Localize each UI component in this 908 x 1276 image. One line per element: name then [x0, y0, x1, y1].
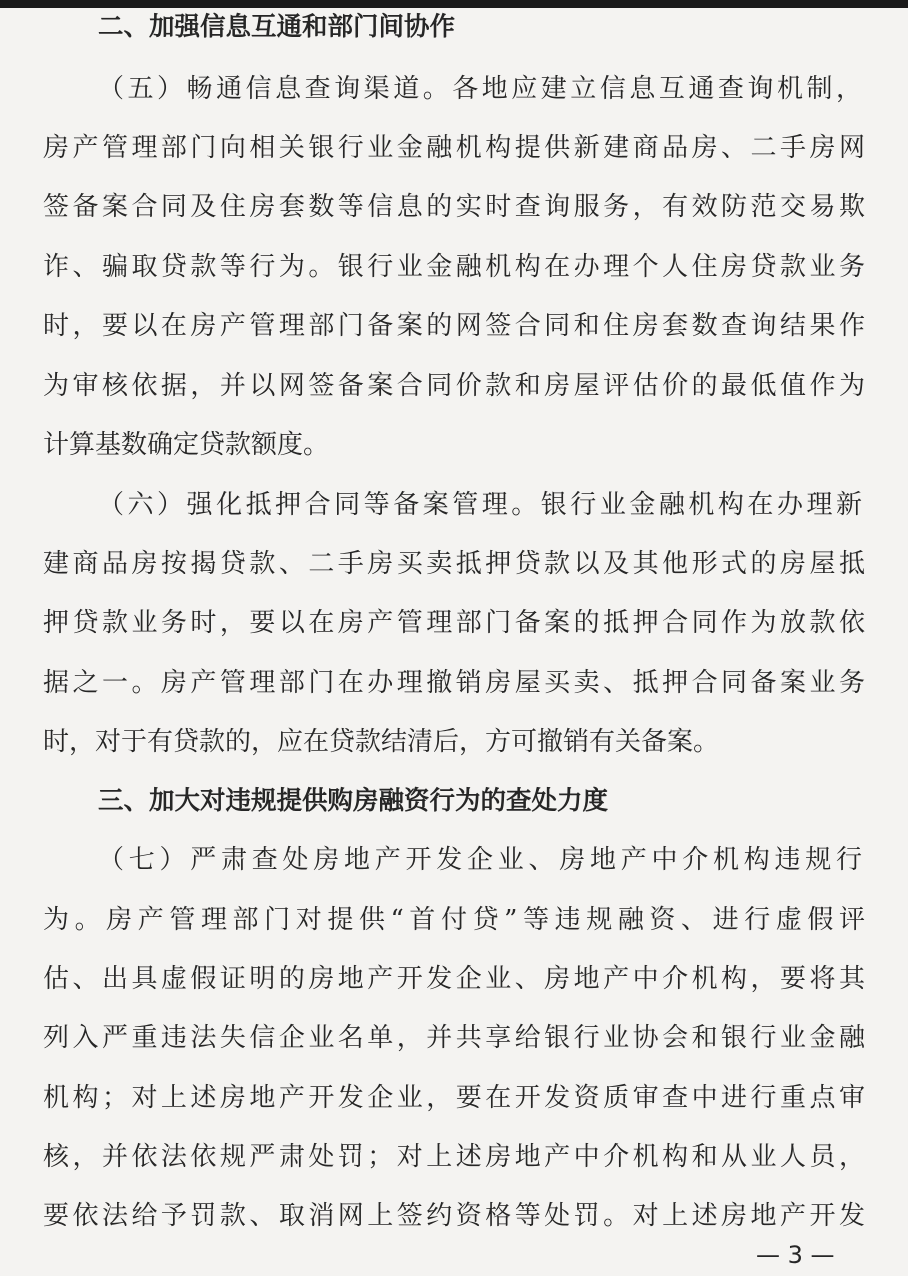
para6-line-3: 押贷款业务时，要以在房产管理部门备案的抵押合同作为放款依: [43, 608, 865, 638]
para5-line-5: 时，要以在房产管理部门备案的网签合同和住房套数查询结果作: [43, 311, 865, 341]
para5-line-4: 诈、骗取贷款等行为。银行业金融机构在办理个人住房贷款业务: [43, 252, 865, 282]
para7-line-1: （七）严肃查处房地产开发企业、房地产中介机构违规行: [98, 845, 862, 875]
para5-line-1: （五）畅通信息查询渠道。各地应建立信息互通查询机制，: [98, 74, 862, 104]
para5-line-6: 为审核依据，并以网签备案合同价款和房屋评估价的最低值作为: [43, 371, 865, 401]
para6-line-5: 时，对于有贷款的，应在贷款结清后，方可撤销有关备案。: [43, 727, 720, 757]
para7-line-6: 核，并依法依规严肃处罚；对上述房地产中介机构和从业人员，: [43, 1142, 865, 1172]
para6-line-4: 据之一。房产管理部门在办理撤销房屋买卖、抵押合同备案业务: [43, 668, 865, 698]
section-heading-3: 三、加大对违规提供购房融资行为的查处力度: [98, 786, 609, 816]
para5-line-3: 签备案合同及住房套数等信息的实时查询服务，有效防范交易欺: [43, 192, 865, 222]
page-number: — 3 —: [756, 1241, 835, 1269]
para7-line-7: 要依法给予罚款、取消网上签约资格等处罚。对上述房地产开发: [43, 1201, 865, 1231]
para7-line-2: 为。房产管理部门对提供“首付贷”等违规融资、进行虚假评: [43, 905, 865, 935]
para5-line-7: 计算基数确定贷款额度。: [43, 430, 330, 460]
para6-line-1: （六）强化抵押合同等备案管理。银行业金融机构在办理新: [98, 490, 862, 520]
para6-line-2: 建商品房按揭贷款、二手房买卖抵押贷款以及其他形式的房屋抵: [43, 549, 865, 579]
para7-line-5: 机构；对上述房地产开发企业，要在开发资质审查中进行重点审: [43, 1083, 865, 1113]
para7-line-4: 列入严重违法失信企业名单，并共享给银行业协会和银行业金融: [43, 1023, 865, 1053]
para5-line-2: 房产管理部门向相关银行业金融机构提供新建商品房、二手房网: [43, 133, 865, 163]
section-heading-2: 二、加强信息互通和部门间协作: [98, 12, 456, 42]
para7-line-3: 估、出具虚假证明的房地产开发企业、房地产中介机构，要将其: [43, 964, 865, 994]
